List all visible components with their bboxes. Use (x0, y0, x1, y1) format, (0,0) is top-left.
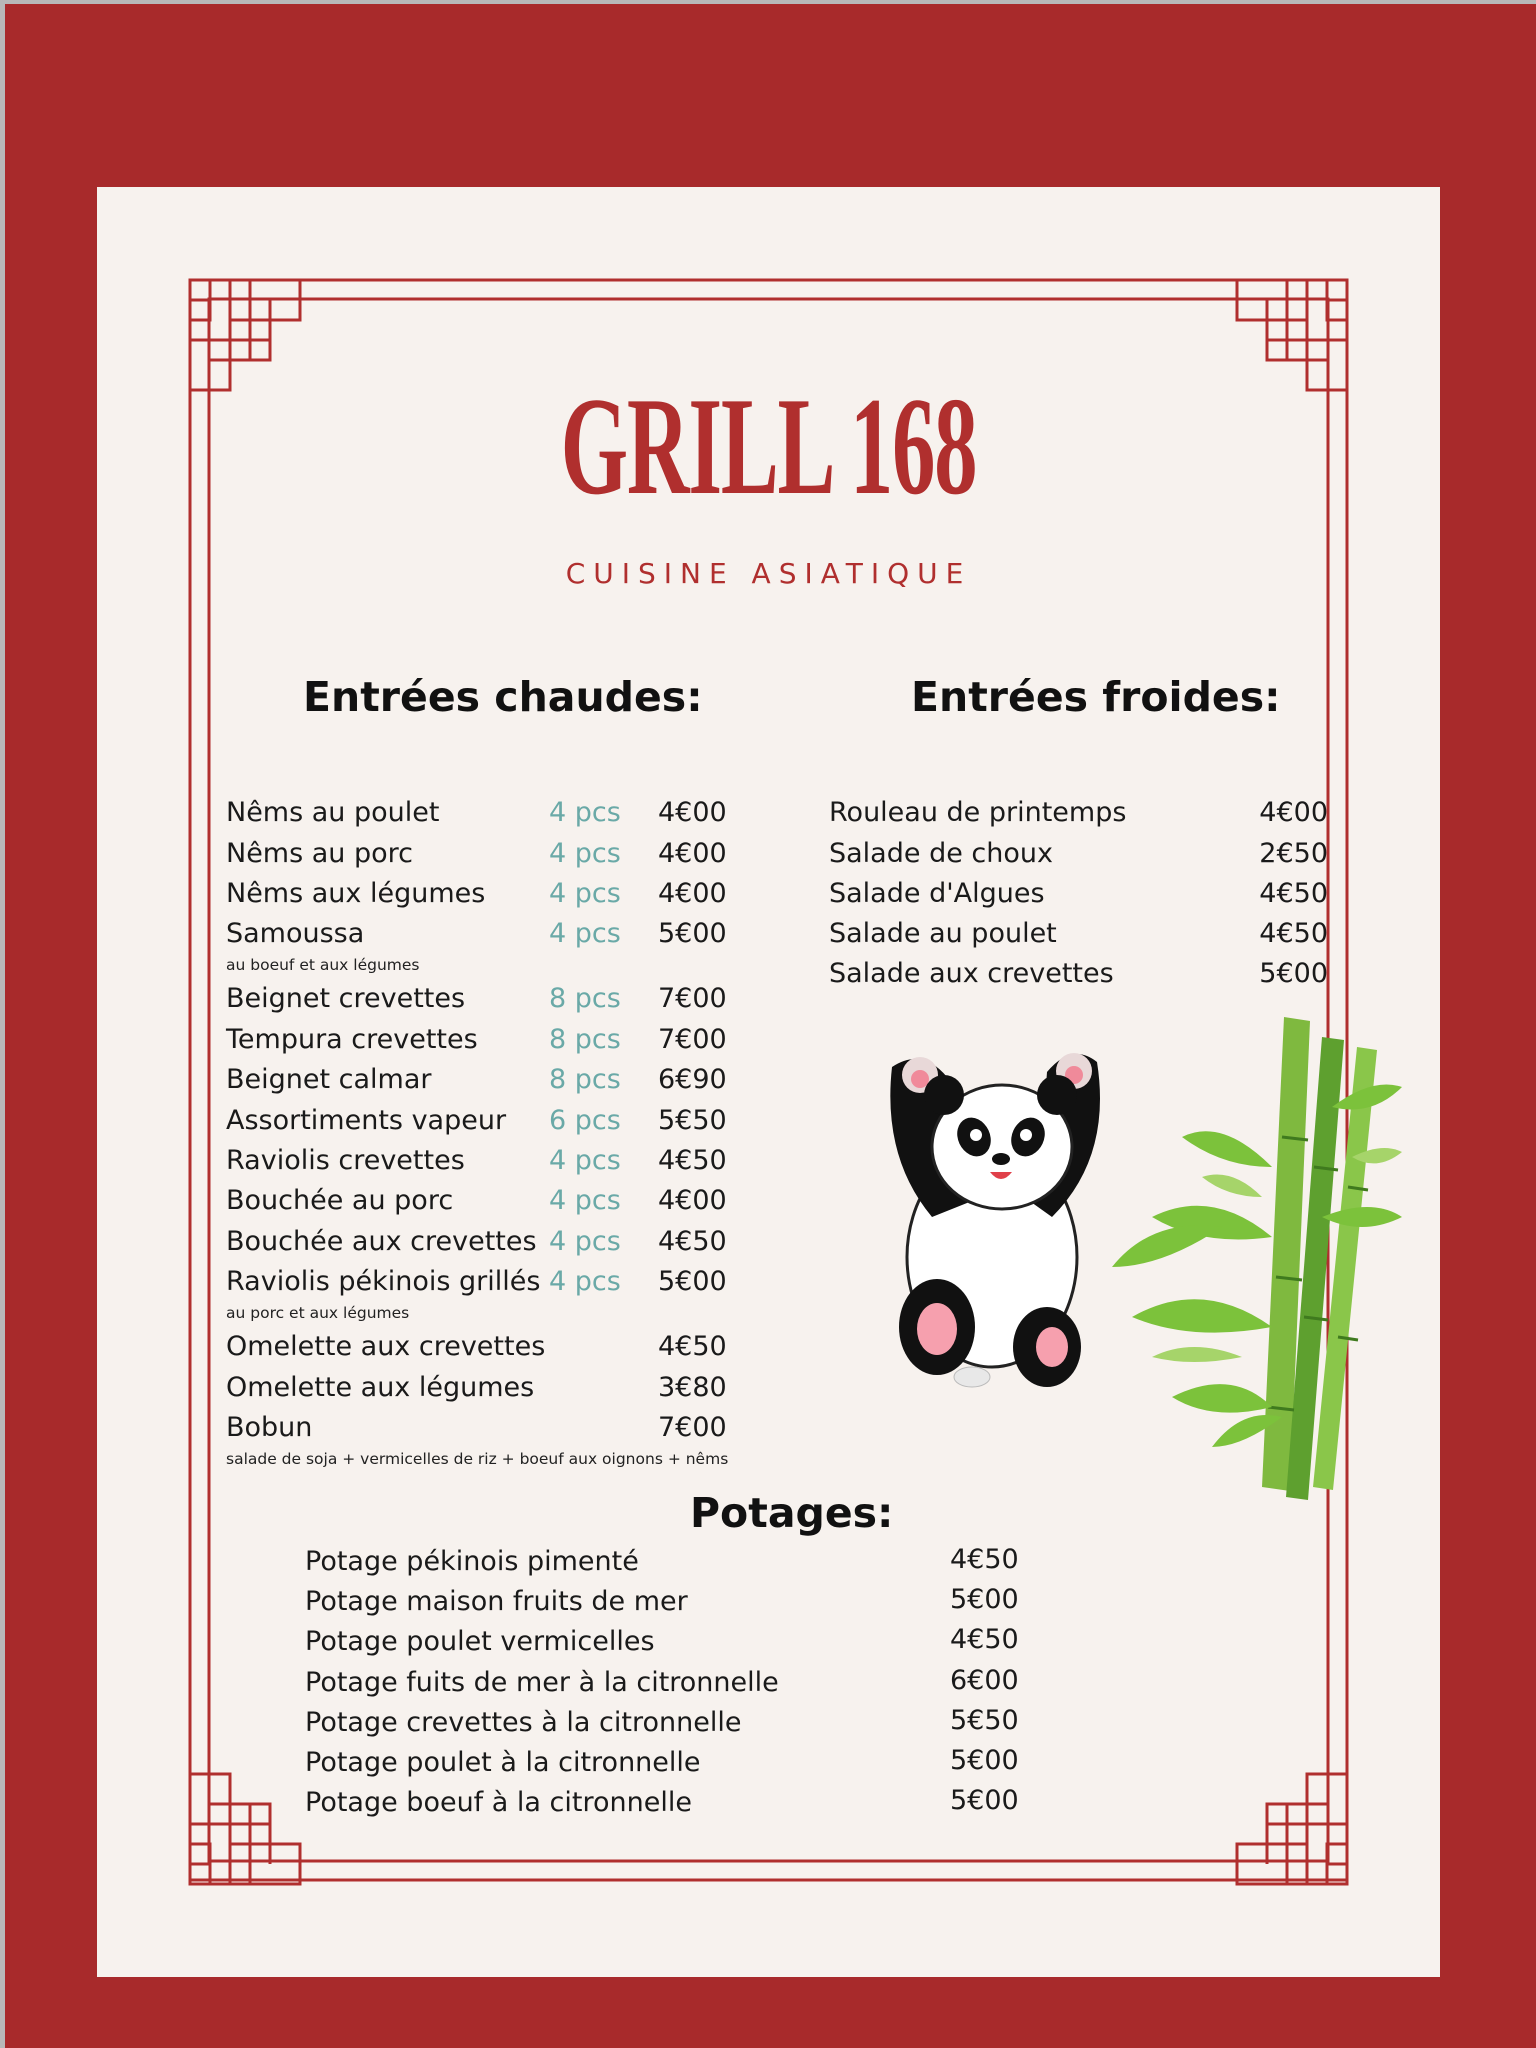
menu-item-price: 5€50 (658, 1105, 727, 1136)
menu-item-quantity: 4 pcs (549, 797, 621, 828)
menu-item-name: Raviolis pékinois grillés (226, 1266, 541, 1297)
menu-item-price: 4€00 (658, 878, 727, 909)
menu-item-price: 7€00 (658, 1412, 727, 1443)
menu-item-name: Salade aux crevettes (829, 958, 1114, 989)
menu-item-name: Potage poulet vermicelles (305, 1626, 655, 1657)
menu-item-name: Raviolis crevettes (226, 1145, 465, 1176)
menu-item-quantity: 6 pcs (549, 1105, 621, 1136)
menu-item-price: 4€50 (950, 1544, 1019, 1575)
menu-item-price: 5€00 (658, 1266, 727, 1297)
menu-item-price: 4€50 (658, 1226, 727, 1257)
menu-item-note: au boeuf et aux légumes (226, 956, 420, 974)
menu-item-name: Tempura crevettes (226, 1024, 478, 1055)
menu-item-price: 4€00 (1259, 797, 1328, 828)
menu-item-price: 6€90 (658, 1064, 727, 1095)
panda-bamboo-icon (852, 1017, 1412, 1517)
menu-item-name: Potage maison fruits de mer (305, 1586, 688, 1617)
menu-item-name: Rouleau de printemps (829, 797, 1127, 828)
menu-item-price: 5€50 (950, 1705, 1019, 1736)
menu-item-name: Nêms aux légumes (226, 878, 486, 909)
menu-item-quantity: 4 pcs (549, 838, 621, 869)
menu-item-name: Bouchée au porc (226, 1185, 454, 1216)
hot-starters-heading: Entrées chaudes: (303, 673, 703, 721)
menu-item-price: 3€80 (658, 1372, 727, 1403)
menu-item-price: 5€00 (1259, 958, 1328, 989)
menu-item-quantity: 8 pcs (549, 983, 621, 1014)
menu-item-price: 4€00 (658, 838, 727, 869)
menu-sheet (97, 187, 1440, 1977)
menu-item-price: 5€00 (950, 1584, 1019, 1615)
menu-item-price: 2€50 (1259, 838, 1328, 869)
menu-item-price: 5€00 (658, 918, 727, 949)
menu-item-name: Nêms au porc (226, 838, 414, 869)
menu-item-name: Potage poulet à la citronnelle (305, 1747, 701, 1778)
menu-item-name: Beignet crevettes (226, 983, 466, 1014)
menu-item-price: 7€00 (658, 1024, 727, 1055)
menu-item-name: Bobun (226, 1412, 313, 1443)
menu-item-name: Nêms au poulet (226, 797, 440, 828)
menu-item-note: salade de soja + vermicelles de riz + boeuf aux oignons + nêms (226, 1450, 729, 1468)
menu-item-price: 4€50 (658, 1331, 727, 1362)
menu-item-quantity: 4 pcs (549, 878, 621, 909)
menu-item-quantity: 4 pcs (549, 1185, 621, 1216)
menu-item-price: 4€50 (658, 1145, 727, 1176)
restaurant-subtitle: CUISINE ASIATIQUE (565, 557, 972, 590)
menu-item-price: 4€50 (1259, 878, 1328, 909)
menu-item-price: 7€00 (658, 983, 727, 1014)
menu-item-name: Omelette aux légumes (226, 1372, 535, 1403)
menu-item-quantity: 4 pcs (549, 1266, 621, 1297)
soups-heading: Potages: (690, 1489, 894, 1537)
menu-item-name: Potage pékinois pimenté (305, 1546, 639, 1577)
menu-item-quantity: 4 pcs (549, 1226, 621, 1257)
menu-item-name: Salade d'Algues (829, 878, 1045, 909)
menu-item-name: Assortiments vapeur (226, 1105, 507, 1136)
restaurant-title: GRILL 168 (560, 369, 977, 524)
cold-starters-heading: Entrées froides: (911, 673, 1281, 721)
menu-item-name: Omelette aux crevettes (226, 1331, 546, 1362)
menu-item-price: 5€00 (950, 1785, 1019, 1816)
menu-item-price: 4€50 (950, 1624, 1019, 1655)
menu-item-quantity: 8 pcs (549, 1024, 621, 1055)
menu-item-name: Beignet calmar (226, 1064, 432, 1095)
menu-item-quantity: 4 pcs (549, 918, 621, 949)
menu-item-name: Potage fuits de mer à la citronnelle (305, 1667, 779, 1698)
menu-item-price: 4€00 (658, 797, 727, 828)
menu-item-name: Potage boeuf à la citronnelle (305, 1787, 692, 1818)
menu-item-price: 4€00 (658, 1185, 727, 1216)
menu-item-name: Salade au poulet (829, 918, 1057, 949)
menu-item-note: au porc et aux légumes (226, 1304, 410, 1322)
menu-item-price: 4€50 (1259, 918, 1328, 949)
menu-item-quantity: 8 pcs (549, 1064, 621, 1095)
menu-item-name: Samoussa (226, 918, 365, 949)
menu-item-name: Salade de choux (829, 838, 1053, 869)
menu-item-price: 6€00 (950, 1665, 1019, 1696)
menu-item-quantity: 4 pcs (549, 1145, 621, 1176)
menu-item-name: Potage crevettes à la citronnelle (305, 1707, 742, 1738)
menu-item-price: 5€00 (950, 1745, 1019, 1776)
menu-item-name: Bouchée aux crevettes (226, 1226, 537, 1257)
